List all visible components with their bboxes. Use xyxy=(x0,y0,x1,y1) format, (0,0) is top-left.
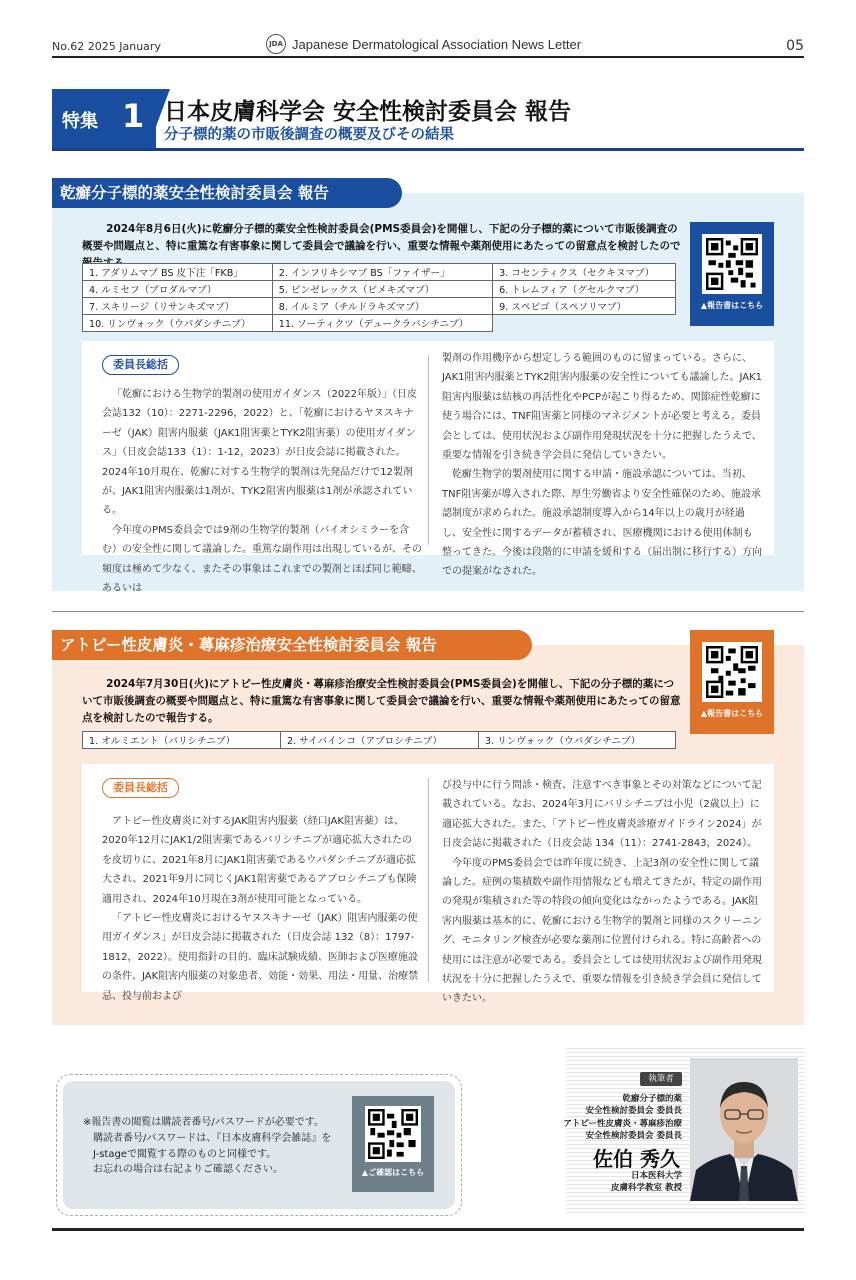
summary-column-right xyxy=(442,776,762,1009)
credentials-qr-link[interactable] xyxy=(352,1096,434,1192)
table-row xyxy=(83,298,676,315)
drug-cell: 1. オルミエント（バリシチニブ） xyxy=(83,732,281,749)
psoriasis-drug-table xyxy=(82,263,676,332)
psoriasis-heading: 乾癬分子標的薬安全性検討委員会 報告 xyxy=(52,178,402,208)
drug-cell: 7. スキリージ（リサンキズマブ） xyxy=(83,298,273,315)
summary-column-left xyxy=(102,385,422,598)
qr-code-icon xyxy=(702,234,762,294)
author-role-line: 安全性検討委員会 委員長 xyxy=(585,1106,682,1116)
column-divider xyxy=(428,778,429,982)
access-note-text xyxy=(83,1115,343,1178)
note-line: お忘れの場合は右記よりご確認ください。 xyxy=(93,1164,283,1176)
note-line: J-stageで閲覧する際のものと同様です。 xyxy=(93,1148,277,1160)
feature-subtitle: 分子標的薬の市販後調査の概要及びその結果 xyxy=(164,127,454,143)
qr-caption: ▲報告書はこちら xyxy=(700,301,764,310)
jda-logo: JDA xyxy=(266,34,286,54)
paragraph: び投与中に行う問診・検査、注意すべき事象とその対策などについて記載されている。なお、2024年3月にバリシチニブは小児（2歳以上）に適応拡大された。また、「アトピー性皮膚炎診療ガイドライン2024」が日皮会誌に掲載された（日皮会誌 134（11）：2741-2843，2024）。 xyxy=(442,780,762,850)
drug-cell: 2. インフリキシマブ BS「ファイザー」 xyxy=(272,264,492,281)
drug-cell: 3. コセンティクス（セクキヌマブ） xyxy=(493,264,676,281)
author-name: 佐伯 秀久 xyxy=(593,1147,680,1171)
atopic-heading: アトピー性皮膚炎・蕁麻疹治療安全性検討委員会 報告 xyxy=(52,630,532,660)
author-affiliation xyxy=(611,1170,682,1194)
author-role-line: 乾癬分子標的薬 xyxy=(622,1094,682,1104)
psoriasis-summary xyxy=(82,341,774,595)
qr-caption: ▲ご確認はこちら xyxy=(361,1168,425,1177)
drug-cell: 6. トレムフィア（グセルクマブ） xyxy=(493,281,676,298)
paragraph: アトピー性皮膚炎に対するJAK阻害内服薬（経口JAK阻害薬）は、2020年12月にJAK1/2阻害薬であるバリシチニブが適応拡大されたのを皮切りに、2021年8月にJAK1阻害薬であるウパダシチニブが適応拡大され、2021年9月に同じくJAK1阻害薬であるアブロシチニブも保険適用され、2024年10月現在3剤が使用可能となっている。 xyxy=(102,816,417,905)
paragraph: 製剤の作用機序から想定しうる範囲のものに留まっている。さらに、JAK1阻害内服薬とTYK2阻害内服薬の安全性についても議論した。JAK1阻害内服薬は結核の再活性化やPCPが起こり得るため、関節症性乾癬に使う場合には、TNF阻害薬と同様のマネジメントが必要と考える。委員会としては、使用状況および副作用発現状況を十分に把握したうえで、重要な情報を引き続き学会員に発信していきたい。 xyxy=(442,353,763,462)
author-role-line: 安全性検討委員会 委員長 xyxy=(585,1131,682,1141)
feature-tag-label: 特集 xyxy=(62,111,98,132)
drug-cell: 8. イルミア（チルドラキズマブ） xyxy=(272,298,492,315)
drug-cell: 1. アダリムマブ BS 皮下注「FKB」 xyxy=(83,264,273,281)
feature-banner xyxy=(52,89,804,151)
author-badge: 執筆者 xyxy=(640,1072,682,1086)
table-row xyxy=(83,315,676,332)
qr-code-icon xyxy=(702,642,762,702)
note-line: ※報告書の閲覧は購読者番号/パスワードが必要です。 xyxy=(83,1117,324,1128)
note-line: 購読者番号/パスワードは、『日本皮膚科学会雑誌』を xyxy=(93,1132,332,1144)
newsletter-title: Japanese Dermatological Association News Letter xyxy=(292,37,582,52)
drug-cell: 3. リンヴォック（ウパダシチニブ） xyxy=(479,732,676,749)
atopic-report-qr-link[interactable] xyxy=(690,630,774,734)
table-row xyxy=(83,264,676,281)
qr-caption: ▲報告書はこちら xyxy=(700,709,764,718)
header-rule xyxy=(52,56,804,58)
summary-column-left xyxy=(102,812,422,1006)
issue-number: No.62 2025 January xyxy=(52,40,161,53)
section-divider xyxy=(52,611,804,612)
drug-cell: 5. ビンゼレックス（ビメキズマブ） xyxy=(272,281,492,298)
qr-code-icon xyxy=(365,1106,421,1162)
table-row xyxy=(83,732,676,749)
column-divider xyxy=(428,355,429,545)
drug-cell: 11. ソーティクツ（デュークラバシチニブ） xyxy=(272,315,492,332)
author-aff-line: 皮膚科学教室 教授 xyxy=(611,1183,682,1193)
feature-title: 日本皮膚科学会 安全性検討委員会 報告 xyxy=(164,99,572,125)
author-role-line: アトピー性皮膚炎・蕁麻疹治療 xyxy=(563,1119,682,1129)
author-aff-line: 日本医科大学 xyxy=(630,1171,682,1181)
paragraph: 「アトピー性皮膚炎におけるヤヌスキナーゼ（JAK）阻害内服薬の使用ガイダンス」が日皮会誌に掲載された（日皮会誌 132（8）：1797-1812，2022）。使用指針の目的、臨床試験成績、医師および医療施設の条件、JAK阻害内服薬の対象患者、効能・効果、用法・用量、治療禁忌、投与前および xyxy=(102,913,419,1002)
paragraph: 今年度のPMS委員会では9剤の生物学的製剤（バイオシミラーを含む）の安全性に関して議論した。重篤な副作用は出現しているが、その頻度は極めて少なく、またその事象はこれまでの製剤とほぼ同じ範疇、あるいは xyxy=(102,524,422,595)
paragraph: 今年度のPMS委員会では昨年度に続き、上記3剤の安全性に関して議論した。症例の集積数や副作用情報なども増えてきたが、特定の副作用の発現が集積された等の特段の傾向変化はなかったようである。JAK阻害内服薬は基本的に、乾癬における生物学的製剤と同様のスクリーニング、モニタリング検査が必要な薬剤に位置付けられる。特に高齢者への使用には注意が必要である。委員会としては使用状況および副作用発現状況を十分に把握したうえで、重要な情報を引き続き学会員に発信していきたい。 xyxy=(442,857,762,1005)
feature-tag xyxy=(52,89,156,148)
psoriasis-report-qr-link[interactable] xyxy=(690,222,774,326)
atopic-intro: 2024年7月30日(火)にアトピー性皮膚炎・蕁麻疹治療安全性検討委員会(PMS委員会)を開催し、下記の分子標的薬について市販後調査の概要や問題点と、特に重篤な有害事象に関して委員会で議論を行い、重要な情報や薬剤使用にあたっての留意点を検討したので報告する。 xyxy=(82,678,681,724)
drug-cell: 4. ルミセフ（ブロダルマブ） xyxy=(83,281,273,298)
drug-cell: 10. リンヴォック（ウパダシチニブ） xyxy=(83,315,273,332)
footer-rule xyxy=(52,1228,804,1231)
author-role xyxy=(563,1118,682,1142)
drug-cell: 9. スペビゴ（スペソリマブ） xyxy=(493,298,676,315)
psoriasis-intro: 2024年8月6日(火)に乾癬分子標的薬安全性検討委員会(PMS委員会)を開催し、下記の分子標的薬について市販後調査の概要や問題点と、特に重篤な有害事象に関して委員会で議論を行い、重要な情報や薬剤使用にあたっての留意点を検討したので xyxy=(82,223,681,252)
summary-column-right xyxy=(442,349,762,582)
atopic-summary xyxy=(82,764,774,1005)
feature-number: 1 xyxy=(122,97,145,135)
summary-title: 委員長総括 xyxy=(102,778,179,798)
atopic-drug-table xyxy=(82,731,676,749)
summary-title: 委員長総括 xyxy=(102,355,179,375)
page-number: 05 xyxy=(786,38,804,54)
paragraph: 乾癬生物学的製剤使用に関する申請・施設承認については、当初、TNF阻害薬が導入された際、厚生労働省より安全性確保のため、施設承認制度が求められた。施設承認制度導入から14年以上の歳月が経過し、安全性に関するデータが蓄積され、医療機関における使用体制も整ってきた。今後は段階的に申請を緩和する（届出制に移行する）方向での提案がなされた。 xyxy=(442,469,762,578)
drug-cell xyxy=(493,315,676,332)
drug-cell: 2. サイバインコ（アブロシチニブ） xyxy=(281,732,479,749)
paragraph: 「乾癬における生物学的製剤の使用ガイダンス（2022年版）」（日皮会誌132（10）：2271-2296，2022）と、「乾癬におけるヤヌスキナーゼ（JAK）阻害内服薬（JAK1阻害薬とTYK2阻害薬）の使用ガイダンス」（日皮会誌133（1）：1-12，2023）が日皮会誌に掲載された。2024年10月現在、乾癬に対する生物学的製剤は先発品だけで12製剤が、JAK1阻害内服薬は1剤が、TYK2阻害内服薬は1剤が承認されている。 xyxy=(102,389,417,517)
author-photo xyxy=(690,1058,798,1201)
table-row xyxy=(83,281,676,298)
author-role xyxy=(586,1093,682,1117)
